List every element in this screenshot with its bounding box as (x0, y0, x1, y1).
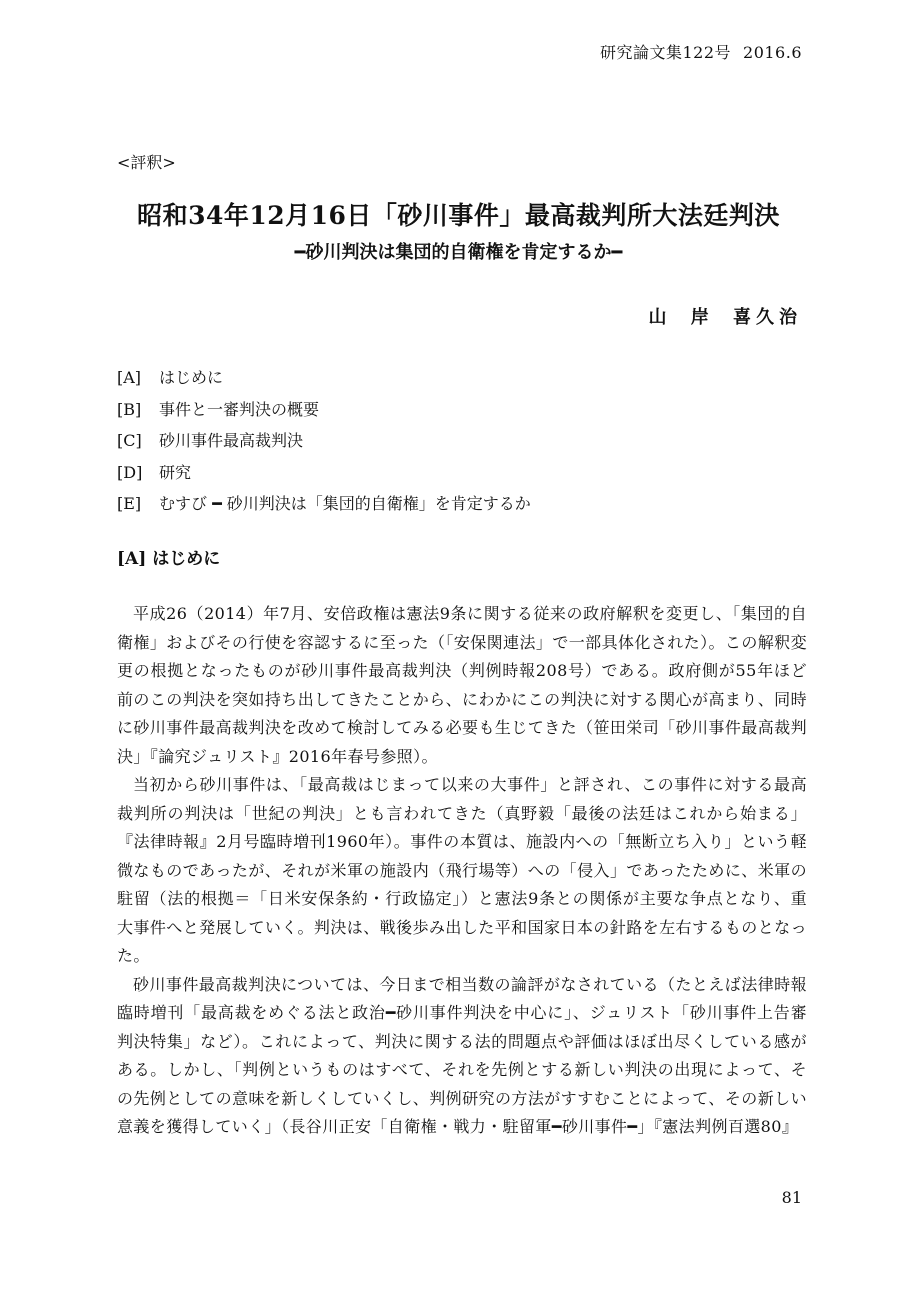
section-type-label: <評釈> (117, 153, 176, 172)
toc-item-key: [E] (117, 494, 142, 513)
toc-item (117, 488, 531, 520)
page-number: 81 (781, 1188, 802, 1207)
running-header (600, 40, 802, 63)
journal-name: 研究論文集122号 (599, 43, 732, 62)
toc-item-key: [B] (117, 399, 142, 419)
toc-item (117, 457, 531, 489)
section-heading: [A] はじめに (117, 549, 221, 569)
toc-item-key: [A] (117, 368, 142, 387)
toc-item-label: むすび ━ 砂川判決は「集団的自衛権」を肯定するか (159, 494, 531, 513)
table-of-contents (117, 362, 531, 520)
toc-item-label: 研究 (159, 462, 192, 482)
toc-item-key: [C] (117, 431, 142, 450)
toc-item (117, 394, 531, 426)
toc-item-label: 砂川事件最高裁判決 (159, 431, 304, 450)
toc-item-label: はじめに (159, 368, 224, 387)
body-text (117, 600, 807, 1142)
paragraph: 当初から砂川事件は、「最高裁はじまって以来の大事件」と評され、この事件に対する最高裁判所の判決は「世紀の判決」とも言われてきた（真野毅「最後の法廷はこれから始まる」『法律時報』2月号臨時増刊1960年）。事件の本質は、施設内への「無断立ち入り」という軽微なものであったが、それが米軍の施設内（飛行場等）への「侵入」であったために、米軍の駐留（法的根拠＝「日米安保条約・行政協定」）と憲法9条との関係が主要な争点となり、重大事件へと発展していく。判決は、戦後歩み出した平和国家日本の針路を左右するものとなった。 (117, 775, 807, 965)
toc-item (117, 362, 531, 394)
paper-title: 昭和34年12月16日「砂川事件」最高裁判所大法廷判決 (137, 201, 780, 230)
paper-subtitle: ━砂川判決は集団的自衛権を肯定するか━ (294, 242, 623, 263)
issue-date: 2016.6 (743, 43, 802, 62)
paragraph: 砂川事件最高裁判決については、今日まで相当数の論評がなされている（たとえば法律時報臨時増刊「最高裁をめぐる法と政治━砂川事件判決を中心に」、ジュリスト「砂川事件上告審判決特集」など）。これによって、判決に関する法的問題点や評価はほぼ出尽くしている感がある。しかし、「判例というものはすべて、それを先例とする新しい判決の出現によって、その先例としての意味を新しくしていくし、判例研究の方法がすすむことによって、その新しい意義を獲得していく」（長谷川正安「自衛権・戦力・駐留軍━砂川事件━」『憲法判例百選80』 (117, 974, 807, 1136)
toc-item-label: 事件と一審判決の概要 (159, 399, 320, 419)
toc-item (117, 425, 531, 457)
toc-item-key: [D] (117, 462, 143, 482)
author-name: 山 岸 喜久治 (648, 307, 802, 328)
paragraph: 平成26（2014）年7月、安倍政権は憲法9条に関する従来の政府解釈を変更し、「集団的自衛権」およびその行使を容認するに至った（「安保関連法」で一部具体化された）。この解釈変更の根拠となったものが砂川事件最高裁判決（判例時報208号）である。政府側が55年ほど前のこの判決を突如持ち出してきたことから、にわかにこの判決に対する関心が高まり、同時に砂川事件最高裁判決を改めて検討してみる必要も生じてきた（笹田栄司「砂川事件最高裁判決」『論究ジュリスト』2016年春号参照）。 (117, 604, 807, 766)
